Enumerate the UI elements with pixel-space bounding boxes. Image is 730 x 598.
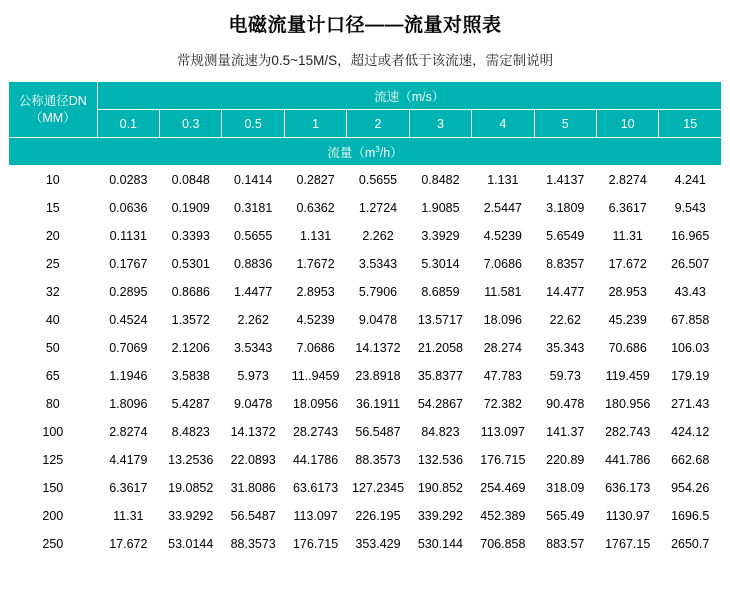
cell-flow: 883.57 bbox=[534, 530, 596, 558]
header-cell-velocity: 1 bbox=[284, 110, 346, 138]
cell-flow: 565.49 bbox=[534, 502, 596, 530]
cell-dn: 15 bbox=[9, 194, 98, 222]
cell-flow: 0.2895 bbox=[97, 278, 159, 306]
cell-flow: 441.786 bbox=[596, 446, 658, 474]
cell-flow: 132.536 bbox=[409, 446, 471, 474]
cell-flow: 7.0686 bbox=[284, 334, 346, 362]
table-row bbox=[9, 166, 722, 194]
cell-flow: 26.507 bbox=[659, 250, 722, 278]
table-header bbox=[9, 82, 722, 166]
cell-flow: 0.3181 bbox=[222, 194, 284, 222]
cell-flow: 113.097 bbox=[284, 502, 346, 530]
cell-flow: 318.09 bbox=[534, 474, 596, 502]
cell-flow: 1.1946 bbox=[97, 362, 159, 390]
cell-flow: 88.3573 bbox=[347, 446, 409, 474]
cell-flow: 706.858 bbox=[472, 530, 534, 558]
cell-flow: 17.672 bbox=[97, 530, 159, 558]
cell-flow: 28.2743 bbox=[284, 418, 346, 446]
cell-flow: 43.43 bbox=[659, 278, 722, 306]
cell-flow: 1130.97 bbox=[596, 502, 658, 530]
cell-flow: 36.1911 bbox=[347, 390, 409, 418]
cell-flow: 11.581 bbox=[472, 278, 534, 306]
table-row bbox=[9, 194, 722, 222]
cell-flow: 7.0686 bbox=[472, 250, 534, 278]
cell-flow: 44.1786 bbox=[284, 446, 346, 474]
cell-flow: 47.783 bbox=[472, 362, 534, 390]
cell-flow: 1767.15 bbox=[596, 530, 658, 558]
table-row bbox=[9, 418, 722, 446]
cell-flow: 141.37 bbox=[534, 418, 596, 446]
cell-flow: 954.26 bbox=[659, 474, 722, 502]
cell-flow: 5.4287 bbox=[160, 390, 222, 418]
cell-flow: 180.956 bbox=[596, 390, 658, 418]
cell-flow: 0.1131 bbox=[97, 222, 159, 250]
cell-flow: 2650.7 bbox=[659, 530, 722, 558]
cell-flow: 0.5655 bbox=[347, 166, 409, 194]
cell-flow: 339.292 bbox=[409, 502, 471, 530]
cell-flow: 11.31 bbox=[97, 502, 159, 530]
cell-dn: 50 bbox=[9, 334, 98, 362]
cell-flow: 3.1809 bbox=[534, 194, 596, 222]
header-cell-flow-group bbox=[9, 138, 722, 166]
cell-flow: 8.8357 bbox=[534, 250, 596, 278]
header-dn-line2: （MM） bbox=[29, 110, 76, 125]
cell-flow: 271.43 bbox=[659, 390, 722, 418]
cell-flow: 0.1909 bbox=[160, 194, 222, 222]
cell-flow: 63.6173 bbox=[284, 474, 346, 502]
table-row bbox=[9, 474, 722, 502]
cell-flow: 54.2867 bbox=[409, 390, 471, 418]
table-header-row-velocities bbox=[9, 110, 722, 138]
page-subtitle: 常规测量流速为0.5~15M/S，超过或者低于该流速，需定制说明 bbox=[176, 53, 554, 68]
cell-flow: 19.0852 bbox=[160, 474, 222, 502]
cell-flow: 424.12 bbox=[659, 418, 722, 446]
cell-flow: 9.0478 bbox=[222, 390, 284, 418]
header-cell-velocity: 0.3 bbox=[160, 110, 222, 138]
cell-flow: 4.5239 bbox=[472, 222, 534, 250]
cell-flow: 2.262 bbox=[347, 222, 409, 250]
cell-flow: 35.8377 bbox=[409, 362, 471, 390]
cell-flow: 190.852 bbox=[409, 474, 471, 502]
cell-flow: 9.543 bbox=[659, 194, 722, 222]
table-row bbox=[9, 278, 722, 306]
cell-flow: 179.19 bbox=[659, 362, 722, 390]
header-cell-velocity: 5 bbox=[534, 110, 596, 138]
cell-flow: 35.343 bbox=[534, 334, 596, 362]
cell-flow: 22.62 bbox=[534, 306, 596, 334]
cell-flow: 8.6859 bbox=[409, 278, 471, 306]
cell-flow: 14.1372 bbox=[347, 334, 409, 362]
header-cell-velocity: 4 bbox=[472, 110, 534, 138]
flow-header-prefix: 流量（m bbox=[327, 145, 376, 160]
cell-flow: 662.68 bbox=[659, 446, 722, 474]
cell-flow: 3.5838 bbox=[160, 362, 222, 390]
page-title: 电磁流量计口径——流量对照表 bbox=[228, 15, 502, 36]
cell-flow: 17.672 bbox=[596, 250, 658, 278]
cell-flow: 31.8086 bbox=[222, 474, 284, 502]
cell-flow: 0.2827 bbox=[284, 166, 346, 194]
cell-flow: 33.9292 bbox=[160, 502, 222, 530]
cell-flow: 226.195 bbox=[347, 502, 409, 530]
cell-flow: 28.274 bbox=[472, 334, 534, 362]
table-row bbox=[9, 530, 722, 558]
cell-flow: 28.953 bbox=[596, 278, 658, 306]
document-page bbox=[0, 10, 730, 558]
header-cell-velocity: 2 bbox=[347, 110, 409, 138]
cell-dn: 150 bbox=[9, 474, 98, 502]
table-row bbox=[9, 222, 722, 250]
cell-flow: 11.31 bbox=[596, 222, 658, 250]
cell-flow: 119.459 bbox=[596, 362, 658, 390]
cell-dn: 32 bbox=[9, 278, 98, 306]
table-header-row-flow bbox=[9, 138, 722, 166]
cell-flow: 2.262 bbox=[222, 306, 284, 334]
cell-flow: 3.3929 bbox=[409, 222, 471, 250]
cell-flow: 220.89 bbox=[534, 446, 596, 474]
cell-flow: 8.4823 bbox=[160, 418, 222, 446]
cell-flow: 2.8274 bbox=[596, 166, 658, 194]
cell-flow: 254.469 bbox=[472, 474, 534, 502]
cell-flow: 127.2345 bbox=[347, 474, 409, 502]
cell-flow: 1.2724 bbox=[347, 194, 409, 222]
cell-flow: 1.131 bbox=[284, 222, 346, 250]
cell-dn: 200 bbox=[9, 502, 98, 530]
header-cell-velocity: 0.1 bbox=[97, 110, 159, 138]
cell-dn: 100 bbox=[9, 418, 98, 446]
cell-flow: 18.096 bbox=[472, 306, 534, 334]
cell-flow: 0.8836 bbox=[222, 250, 284, 278]
cell-dn: 80 bbox=[9, 390, 98, 418]
cell-flow: 3.5343 bbox=[222, 334, 284, 362]
cell-flow: 2.8953 bbox=[284, 278, 346, 306]
cell-flow: 1.9085 bbox=[409, 194, 471, 222]
cell-flow: 56.5487 bbox=[347, 418, 409, 446]
cell-flow: 0.6362 bbox=[284, 194, 346, 222]
header-cell-velocity: 15 bbox=[659, 110, 722, 138]
cell-flow: 84.823 bbox=[409, 418, 471, 446]
cell-flow: 5.3014 bbox=[409, 250, 471, 278]
cell-flow: 5.6549 bbox=[534, 222, 596, 250]
table-row bbox=[9, 446, 722, 474]
cell-flow: 14.477 bbox=[534, 278, 596, 306]
cell-flow: 2.5447 bbox=[472, 194, 534, 222]
header-cell-velocity: 0.5 bbox=[222, 110, 284, 138]
table-row bbox=[9, 334, 722, 362]
cell-flow: 6.3617 bbox=[97, 474, 159, 502]
cell-flow: 2.8274 bbox=[97, 418, 159, 446]
header-dn-line1: 公称通径DN bbox=[18, 93, 87, 108]
table-row bbox=[9, 306, 722, 334]
header-cell-dn bbox=[9, 82, 98, 138]
cell-dn: 25 bbox=[9, 250, 98, 278]
cell-flow: 16.965 bbox=[659, 222, 722, 250]
cell-dn: 65 bbox=[9, 362, 98, 390]
cell-flow: 18.0956 bbox=[284, 390, 346, 418]
cell-flow: 59.73 bbox=[534, 362, 596, 390]
cell-dn: 10 bbox=[9, 166, 98, 194]
cell-flow: 0.0636 bbox=[97, 194, 159, 222]
cell-flow: 1.3572 bbox=[160, 306, 222, 334]
cell-flow: 176.715 bbox=[472, 446, 534, 474]
cell-flow: 22.0893 bbox=[222, 446, 284, 474]
cell-flow: 90.478 bbox=[534, 390, 596, 418]
table-body bbox=[9, 166, 722, 558]
flow-header-sup: 3 bbox=[375, 144, 380, 154]
cell-flow: 353.429 bbox=[347, 530, 409, 558]
cell-flow: 70.686 bbox=[596, 334, 658, 362]
cell-dn: 20 bbox=[9, 222, 98, 250]
table-row bbox=[9, 390, 722, 418]
cell-dn: 250 bbox=[9, 530, 98, 558]
table-header-row-group bbox=[9, 82, 722, 110]
cell-flow: 0.8482 bbox=[409, 166, 471, 194]
cell-flow: 4.5239 bbox=[284, 306, 346, 334]
cell-flow: 11..9459 bbox=[284, 362, 346, 390]
cell-flow: 1.8096 bbox=[97, 390, 159, 418]
cell-flow: 3.5343 bbox=[347, 250, 409, 278]
cell-flow: 2.1206 bbox=[160, 334, 222, 362]
cell-flow: 0.0848 bbox=[160, 166, 222, 194]
cell-flow: 176.715 bbox=[284, 530, 346, 558]
cell-flow: 1696.5 bbox=[659, 502, 722, 530]
cell-flow: 0.8686 bbox=[160, 278, 222, 306]
cell-flow: 1.131 bbox=[472, 166, 534, 194]
table-row bbox=[9, 502, 722, 530]
cell-flow: 67.858 bbox=[659, 306, 722, 334]
cell-flow: 0.1767 bbox=[97, 250, 159, 278]
cell-flow: 4.4179 bbox=[97, 446, 159, 474]
cell-dn: 125 bbox=[9, 446, 98, 474]
cell-flow: 14.1372 bbox=[222, 418, 284, 446]
table-row bbox=[9, 250, 722, 278]
cell-flow: 5.973 bbox=[222, 362, 284, 390]
header-cell-velocity: 10 bbox=[596, 110, 658, 138]
table-row bbox=[9, 362, 722, 390]
cell-dn: 40 bbox=[9, 306, 98, 334]
flow-rate-table bbox=[8, 81, 722, 558]
cell-flow: 9.0478 bbox=[347, 306, 409, 334]
cell-flow: 0.1414 bbox=[222, 166, 284, 194]
cell-flow: 282.743 bbox=[596, 418, 658, 446]
cell-flow: 113.097 bbox=[472, 418, 534, 446]
cell-flow: 0.0283 bbox=[97, 166, 159, 194]
cell-flow: 5.7906 bbox=[347, 278, 409, 306]
flow-header-suffix: /h） bbox=[379, 145, 403, 160]
cell-flow: 0.4524 bbox=[97, 306, 159, 334]
cell-flow: 0.7069 bbox=[97, 334, 159, 362]
cell-flow: 106.03 bbox=[659, 334, 722, 362]
cell-flow: 13.5717 bbox=[409, 306, 471, 334]
cell-flow: 0.3393 bbox=[160, 222, 222, 250]
header-cell-velocity: 3 bbox=[409, 110, 471, 138]
cell-flow: 45.239 bbox=[596, 306, 658, 334]
cell-flow: 72.382 bbox=[472, 390, 534, 418]
cell-flow: 53.0144 bbox=[160, 530, 222, 558]
cell-flow: 21.2058 bbox=[409, 334, 471, 362]
cell-flow: 23.8918 bbox=[347, 362, 409, 390]
cell-flow: 1.4477 bbox=[222, 278, 284, 306]
cell-flow: 13.2536 bbox=[160, 446, 222, 474]
cell-flow: 88.3573 bbox=[222, 530, 284, 558]
cell-flow: 636.173 bbox=[596, 474, 658, 502]
header-cell-velocity-group: 流速（m/s） bbox=[97, 82, 721, 110]
cell-flow: 0.5301 bbox=[160, 250, 222, 278]
cell-flow: 530.144 bbox=[409, 530, 471, 558]
cell-flow: 6.3617 bbox=[596, 194, 658, 222]
cell-flow: 1.4137 bbox=[534, 166, 596, 194]
cell-flow: 0.5655 bbox=[222, 222, 284, 250]
cell-flow: 452.389 bbox=[472, 502, 534, 530]
cell-flow: 4.241 bbox=[659, 166, 722, 194]
cell-flow: 56.5487 bbox=[222, 502, 284, 530]
cell-flow: 1.7672 bbox=[284, 250, 346, 278]
